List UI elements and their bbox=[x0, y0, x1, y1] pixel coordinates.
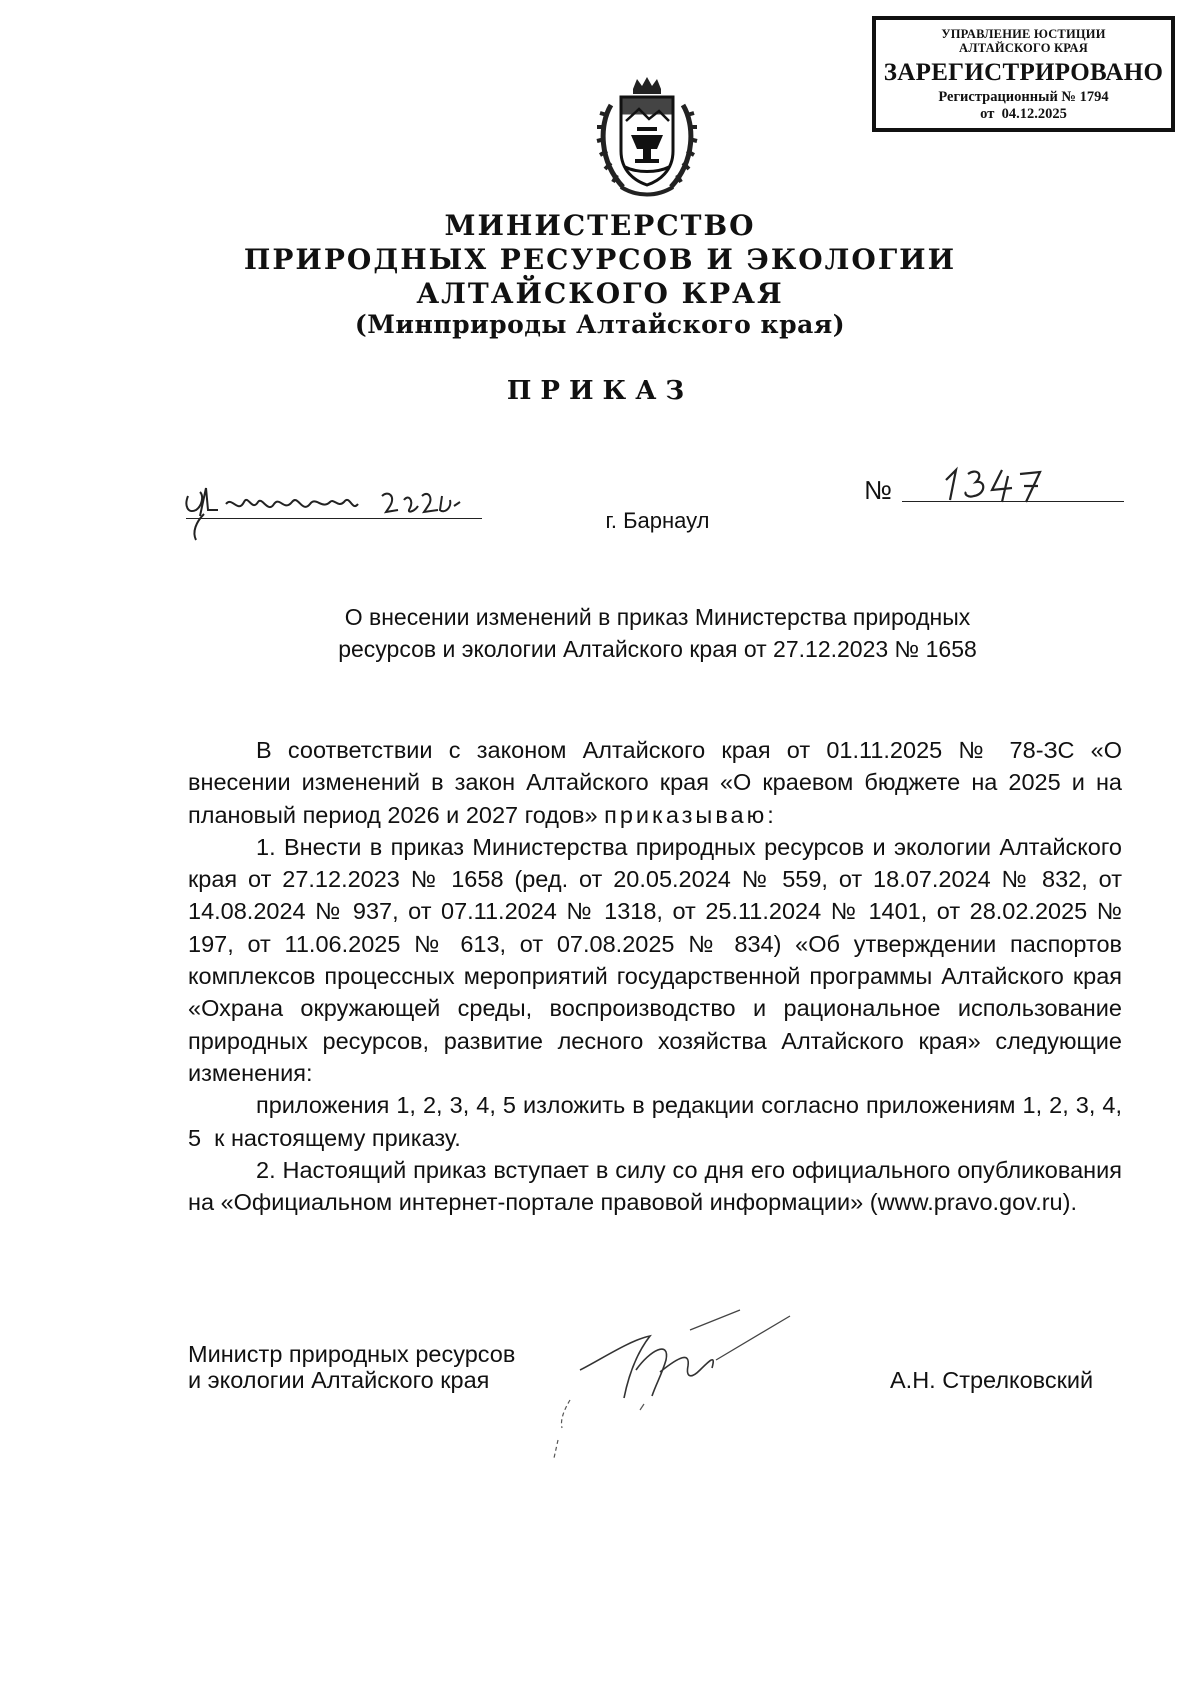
handwritten-number bbox=[940, 464, 1050, 506]
stamp-status: ЗАРЕГИСТРИРОВАНО bbox=[883, 59, 1164, 86]
item-2-paragraph: 2. Настоящий приказ вступает в силу со дня его официального опубликования на «Официальном интернет-портале правовой информации» (www.pravo.gov.ru). bbox=[188, 1156, 1122, 1216]
stamp-reg-number: Регистрационный № 1794 bbox=[938, 89, 1109, 105]
stamp-authority: УПРАВЛЕНИЕ ЮСТИЦИИ АЛТАЙСКОГО КРАЯ bbox=[941, 27, 1106, 55]
preamble-text: В соответствии с законом Алтайского края от 01.11.2025 № 78-ЗС «О внесении изменений в закон Алтайского края «О краевом бюджете на 2025 и на плановый период 2026 и 2027 годов» bbox=[188, 737, 1122, 828]
signer-name: А.Н. Стрелковский bbox=[890, 1367, 1094, 1393]
handwritten-signature bbox=[540, 1300, 820, 1460]
handwritten-date bbox=[182, 466, 482, 546]
preamble-paragraph bbox=[188, 734, 1122, 831]
subject-line-2: ресурсов и экологии Алтайского края от 27.12.2023 № 1658 bbox=[338, 636, 977, 662]
registration-stamp bbox=[872, 16, 1175, 132]
order-body bbox=[188, 734, 1129, 1218]
order-word: приказываю: bbox=[604, 801, 777, 828]
ministry-name-line-2: ПРИРОДНЫХ РЕСУРСОВ И ЭКОЛОГИИ bbox=[243, 243, 957, 276]
signer-position-line-1: Министр природных ресурсов bbox=[188, 1341, 516, 1367]
signer-position-line-2: и экологии Алтайского края bbox=[188, 1367, 490, 1393]
ministry-short-name: (Минприроды Алтайского края) bbox=[354, 310, 846, 339]
subject-line-1: О внесении изменений в приказ Министерства природных bbox=[344, 604, 971, 630]
document-type: ПРИКАЗ bbox=[506, 376, 694, 406]
ministry-name-line-3: АЛТАЙСКОГО КРАЯ bbox=[416, 277, 784, 310]
item-1-sub-paragraph: приложения 1, 2, 3, 4, 5 изложить в редакции согласно приложениям 1, 2, 3, 4, 5 к настоящему приказу. bbox=[188, 1092, 1129, 1151]
coat-of-arms-icon bbox=[593, 75, 701, 201]
stamp-reg-date: от 04.12.2025 bbox=[980, 106, 1067, 122]
city: г. Барнаул bbox=[605, 508, 710, 533]
item-1-paragraph: 1. Внести в приказ Министерства природных ресурсов и экологии Алтайского края от 27.12.2023 № 1658 (ред. от 20.05.2024 № 559, от 18.07.2024 № 832, от 14.08.2024 № 937, от 07.11.2024 № 1318, от 25.11.2024 № 1401, от 28.02.2025 № 197, от 11.06.2025 № 613, от 07.08.2025 № 834) «Об утверждении паспортов комплексов процессных мероприятий государственной программы Алтайского края «Охрана окружающей среды, воспроизводство и рациональное использование природных ресурсов, развитие лесного хозяйства Алтайского края» следующие изменения: bbox=[188, 833, 1122, 1086]
ministry-name-line-1: МИНИСТЕРСТВО bbox=[444, 209, 756, 242]
number-sign: № bbox=[864, 475, 892, 505]
